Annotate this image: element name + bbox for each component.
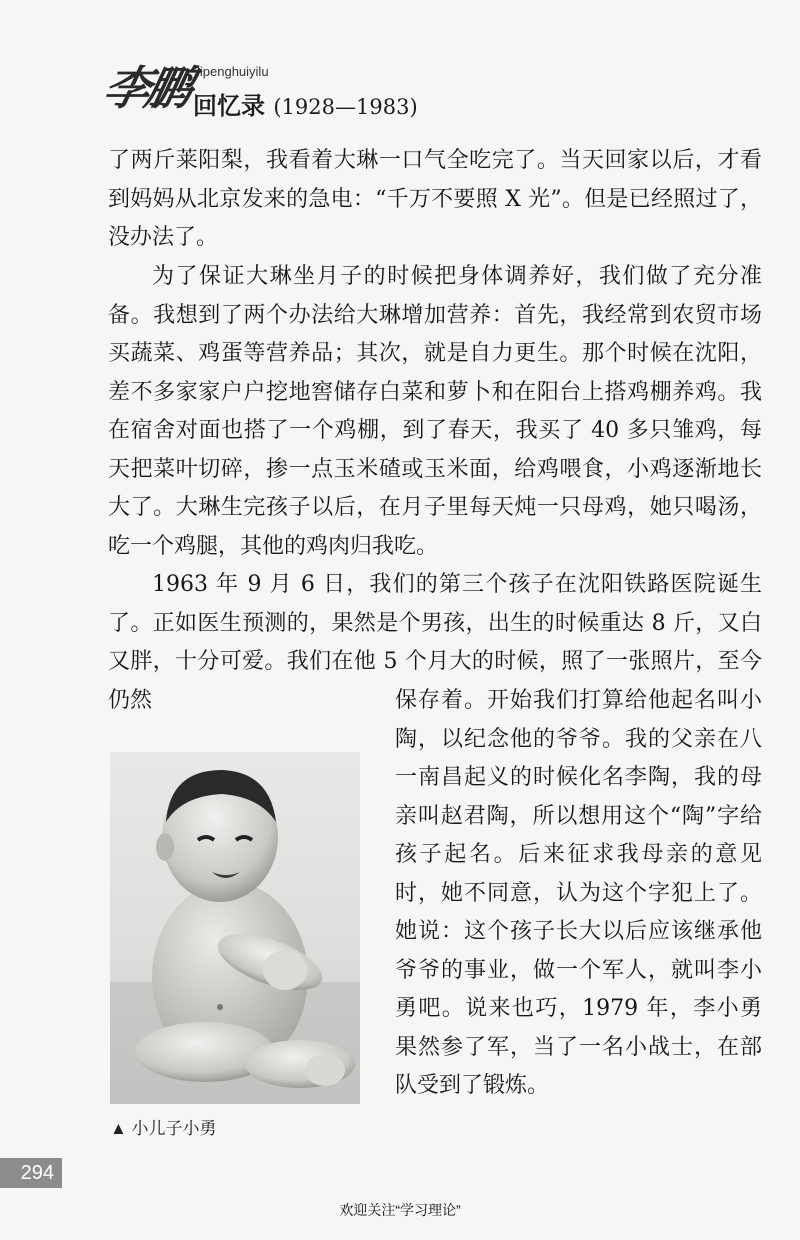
- paragraph-1: 了两斤莱阳梨，我看着大琳一口气全吃完了。当天回家以后，才看到妈妈从北京发来的急电：“千万不要照 X 光”。但是已经照过了，没办法了。: [108, 148, 762, 250]
- book-title: [193, 86, 418, 121]
- book-years: (1928—1983): [273, 95, 418, 119]
- paragraph-4: 保存着。开始我们打算给他起名叫小陶，以纪念他的爷爷。我的父亲在八一南昌起义的时候化名李陶，我的母亲叫赵君陶，所以想用这个“陶”字给孩子起名。后来征求我母亲的意见时，她不同意，认为这个字犯上了。她说：这个孩子长大以后应该继承他爷爷的事业，做一个军人，就叫李小勇吧。说来也巧，1979 年，李小勇果然参了军，当了一名小战士，在部队受到了锻炼。: [395, 688, 762, 1098]
- baby-photo-illustration: [110, 752, 360, 1104]
- paragraph-3: 1963 年 9 月 6 日，我们的第三个孩子在沈阳铁路医院诞生了。正如医生预测的，果然是个男孩，出生的时候重达 8 斤，又白又胖，十分可爱。我们在他 5 个月大的时候，照了一张照片，至今仍然: [108, 572, 762, 713]
- paragraph-2: 为了保证大琳坐月子的时候把身体调养好，我们做了充分准备。我想到了两个办法给大琳增加营养：首先，我经常到农贸市场买蔬菜、鸡蛋等营养品；其次，就是自力更生。那个时候在沈阳，差不多家家户户挖地窖储存白菜和萝卜和在阳台上搭鸡棚养鸡。我在宿舍对面也搭了一个鸡棚，到了春天，我买了 40 多只雏鸡，每天把菜叶切碎，掺一点玉米碴或玉米面，给鸡喂食，小鸡逐渐地长大了。大琳生完孩子以后，在月子里每天炖一只母鸡，她只喝汤，吃一个鸡腿，其他的鸡肉归我吃。: [108, 264, 762, 559]
- pinyin-subtitle: lipenghuiyilu: [197, 64, 269, 79]
- page-number: 294: [0, 1158, 62, 1188]
- author-signature-logo: 李鹏: [98, 61, 195, 115]
- footer-note: 欢迎关注“学习理论”: [339, 1202, 461, 1218]
- baby-photo: [110, 752, 360, 1104]
- photo-caption: ▲ 小儿子小勇: [110, 1119, 217, 1138]
- book-header: [98, 50, 625, 120]
- book-title-text: 回忆录: [193, 91, 265, 120]
